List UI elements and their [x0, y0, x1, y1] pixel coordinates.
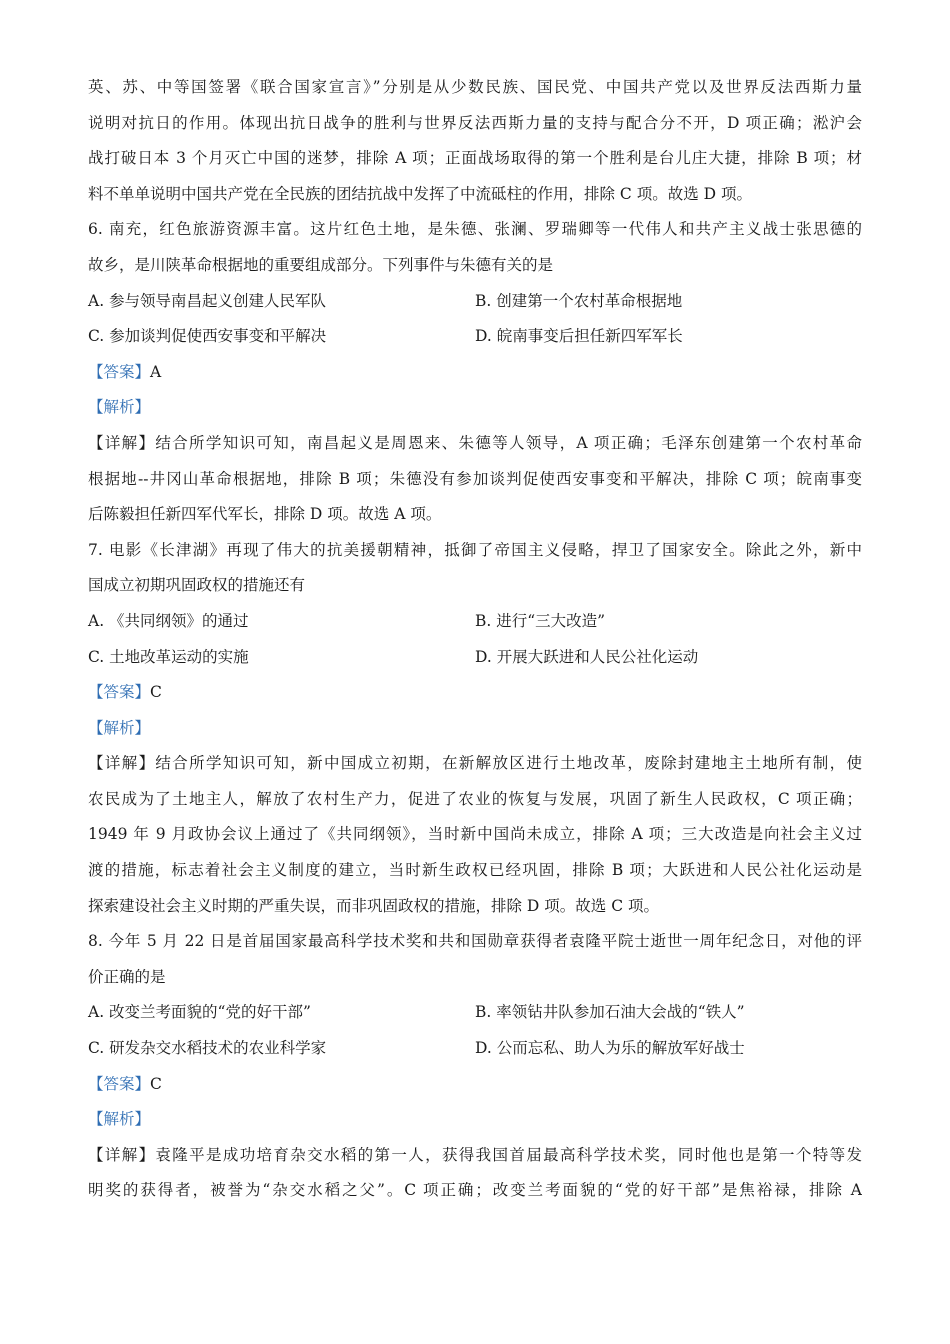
answer-value: A [150, 362, 162, 381]
question-8-stem: 8. 今年 5 月 22 日是首届国家最高科学技术奖和共和国勋章获得者袁隆平院士逝世一周年纪念日，对他的评 [88, 932, 862, 951]
question-6-option-b: B. 创建第一个农村革命根据地 [475, 291, 683, 310]
question-8-option-c: C. 研发杂交水稻技术的农业科学家 [88, 1039, 327, 1058]
question-7-stem: 7. 电影《长津湖》再现了伟大的抗美援朝精神，抵御了帝国主义侵略，捍卫了国家安全。除此之外，新中 [88, 540, 862, 559]
question-7-answer [88, 675, 862, 711]
detail-text: 袁隆平是成功培育杂交水稻的第一人，获得我国首届最高科学技术奖，同时他也是第一个特等发 [155, 1145, 862, 1164]
question-7-stem: 国成立初期巩固政权的措施还有 [88, 576, 306, 595]
prev-explanation-line: 料不单单说明中国共产党在全民族的团结抗战中发挥了中流砥柱的作用，排除 C 项。故选 D 项。 [88, 184, 752, 203]
question-7-detail-line: 1949 年 9 月政协会议上通过了《共同纲领》，当时新中国尚未成立，排除 A 项；三大改造是向社会主义过 [88, 825, 862, 844]
answer-tag: 【答案】 [88, 683, 151, 702]
prev-explanation-line: 说明对抗日的作用。体现出抗日战争的胜利与世界反法西斯力量的支持与配合分不开，D 项正确；淞沪会 [88, 113, 862, 132]
document-content [88, 70, 862, 1209]
question-6-detail-line: 根据地--井冈山革命根据地，排除 B 项；朱德没有参加谈判促使西安事变和平解决，排除 C 项；皖南事变 [88, 469, 862, 488]
question-8-detail-line: 明奖的获得者，被誉为“杂交水稻之父”。C 项正确；改变兰考面貌的“党的好干部”是焦裕禄，排除 A [88, 1181, 862, 1200]
detail-text: 结合所学知识可知，南昌起义是周恩来、朱德等人领导，A 项正确；毛泽东创建第一个农村革命 [155, 433, 862, 452]
detail-tag: 【详解】 [88, 433, 156, 452]
question-6-options-row-2 [88, 319, 862, 355]
question-7-option-d: D. 开展大跃进和人民公社化运动 [475, 647, 699, 666]
answer-tag: 【答案】 [88, 362, 151, 381]
question-8-option-d: D. 公而忘私、助人为乐的解放军好战士 [475, 1039, 745, 1058]
question-6-analysis [88, 390, 862, 426]
question-7-analysis [88, 711, 862, 747]
detail-text: 结合所学知识可知，新中国成立初期，在新解放区进行土地改革，废除封建地主土地所有制，使 [155, 754, 862, 773]
question-7-options-row-1 [88, 604, 862, 640]
detail-tag: 【详解】 [88, 754, 156, 773]
analysis-tag: 【解析】 [88, 1110, 151, 1129]
question-6-option-c: C. 参加谈判促使西安事变和平解决 [88, 327, 327, 346]
question-6-stem: 故乡，是川陕革命根据地的重要组成部分。下列事件与朱德有关的是 [88, 255, 554, 274]
question-7-option-b: B. 进行“三大改造” [475, 611, 606, 630]
prev-explanation-line: 英、苏、中等国签署《联合国家宣言》”分别是从少数民族、国民党、中国共产党以及世界反法西斯力量 [88, 78, 862, 96]
question-6-detail-line: 后陈毅担任新四军代军长，排除 D 项。故选 A 项。 [88, 505, 442, 524]
question-8-options-row-1 [88, 995, 862, 1031]
question-7-option-c: C. 土地改革运动的实施 [88, 647, 249, 666]
question-7-option-a: A. 《共同纲领》的通过 [88, 611, 249, 630]
analysis-tag: 【解析】 [88, 718, 151, 737]
question-6-option-d: D. 皖南事变后担任新四军军长 [475, 327, 683, 346]
answer-tag: 【答案】 [88, 1074, 151, 1093]
question-7-options-row-2 [88, 640, 862, 676]
question-6-options-row-1 [88, 284, 862, 320]
question-7-detail-line: 渡的措施，标志着社会主义制度的建立，当时新生政权已经巩固，排除 B 项；大跃进和人民公社化运动是 [88, 861, 862, 880]
analysis-tag: 【解析】 [88, 398, 151, 417]
question-6-answer [88, 355, 862, 391]
question-6-option-a: A. 参与领导南昌起义创建人民军队 [88, 291, 327, 310]
question-7-detail [88, 746, 862, 782]
question-8-detail [88, 1138, 862, 1174]
question-8-options-row-2 [88, 1031, 862, 1067]
answer-value: C [150, 683, 162, 702]
detail-tag: 【详解】 [88, 1145, 156, 1164]
question-7-detail-line: 探索建设社会主义时期的严重失误，而非巩固政权的措施，排除 D 项。故选 C 项。 [88, 896, 659, 915]
question-8-answer [88, 1067, 862, 1103]
question-7-detail-line: 农民成为了土地主人，解放了农村生产力，促进了农业的恢复与发展，巩固了新生人民政权，C 项正确； [88, 789, 862, 808]
question-8-option-a: A. 改变兰考面貌的“党的好干部” [88, 1003, 311, 1022]
question-8-option-b: B. 率领钻井队参加石油大会战的“铁人” [475, 1003, 745, 1022]
question-6-detail [88, 426, 862, 462]
question-8-analysis [88, 1102, 862, 1138]
question-8-stem: 价正确的是 [88, 967, 166, 986]
answer-value: C [150, 1074, 162, 1093]
prev-explanation-line: 战打破日本 3 个月灭亡中国的迷梦，排除 A 项；正面战场取得的第一个胜利是台儿庄大捷，排除 B 项；材 [88, 149, 862, 168]
question-6-stem: 6. 南充，红色旅游资源丰富。这片红色土地，是朱德、张澜、罗瑞卿等一代伟人和共产主义战士张思德的 [88, 220, 862, 239]
